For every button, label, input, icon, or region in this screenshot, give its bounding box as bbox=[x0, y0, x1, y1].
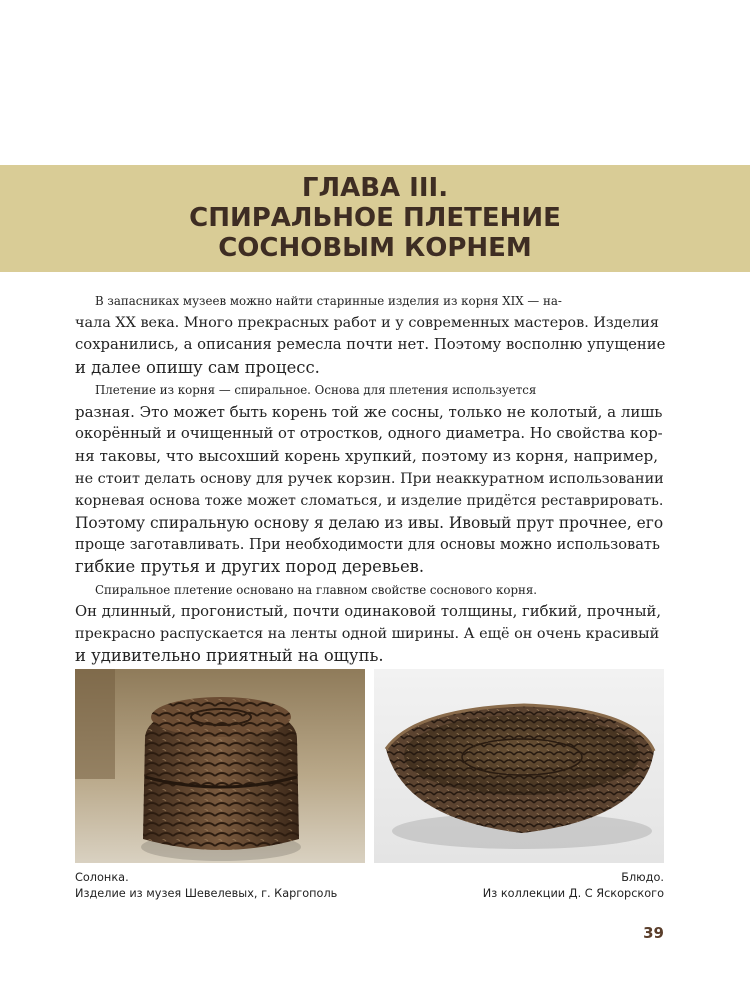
caption-left bbox=[75, 870, 337, 902]
chapter-title bbox=[0, 173, 750, 263]
body-line: не стоит делать основу для ручек корзин. При неаккуратном использовании bbox=[75, 470, 664, 487]
caption-right-title: Блюдо. bbox=[621, 871, 664, 884]
body-line: Он длинный, прогонистый, почти одинаковой толщины, гибкий, прочный, bbox=[75, 602, 662, 620]
caption-right-source: Из коллекции Д. С Яскорского bbox=[482, 887, 664, 900]
body-line: и удивительно приятный на ощупь. bbox=[75, 646, 384, 666]
body-line: ня таковы, что высохший корень хрупкий, поэтому из корня, например, bbox=[75, 447, 659, 466]
body-line: окорённый и очищенный от отростков, одного диаметра. Но свойства кор- bbox=[75, 425, 663, 443]
body-line: корневая основа тоже может сломаться, и изделие придётся реставрировать. bbox=[75, 492, 664, 509]
salt-box-photo bbox=[75, 669, 365, 863]
body-line: разная. Это может быть корень той же сосны, только не колотый, а лишь bbox=[75, 403, 663, 422]
body-line: и далее опишу сам процесс. bbox=[75, 357, 320, 377]
chapter-title-line-3: СОСНОВЫМ КОРНЕМ bbox=[218, 233, 532, 263]
body-text bbox=[75, 290, 665, 667]
chapter-title-line-1: ГЛАВА III. bbox=[301, 173, 449, 203]
body-line: проще заготавливать. При необходимости для основы можно использовать bbox=[75, 536, 660, 554]
dish-image bbox=[374, 669, 664, 863]
caption-right bbox=[483, 870, 664, 902]
dish-photo bbox=[374, 669, 664, 863]
salt-box-image bbox=[75, 669, 365, 863]
body-line: В запасниках музеев можно найти старинные изделия из корня XIX — на- bbox=[95, 294, 562, 308]
body-line: Поэтому спиральную основу я делаю из ивы. Ивовый прут прочнее, его bbox=[75, 514, 664, 533]
chapter-title-line-2: СПИРАЛЬНОЕ ПЛЕТЕНИЕ bbox=[189, 203, 561, 233]
body-line: Спиральное плетение основано на главном свойстве соснового корня. bbox=[95, 582, 538, 597]
body-line: чала XX века. Много прекрасных работ и у современных мастеров. Изделия bbox=[75, 315, 659, 332]
page-number: 39 bbox=[643, 924, 664, 942]
body-line: Плетение из корня — спиральное. Основа для плетения используется bbox=[95, 382, 537, 397]
caption-left-title: Солонка. bbox=[75, 871, 129, 884]
body-line: сохранились, а описания ремесла почти нет. Поэтому восполню упущение bbox=[75, 336, 666, 354]
caption-left-source: Изделие из музея Шевелевых, г. Каргополь bbox=[75, 887, 338, 900]
body-line: прекрасно распускается на ленты одной ширины. А ещё он очень красивый bbox=[75, 626, 660, 643]
body-line: гибкие прутья и других пород деревьев. bbox=[75, 557, 425, 577]
